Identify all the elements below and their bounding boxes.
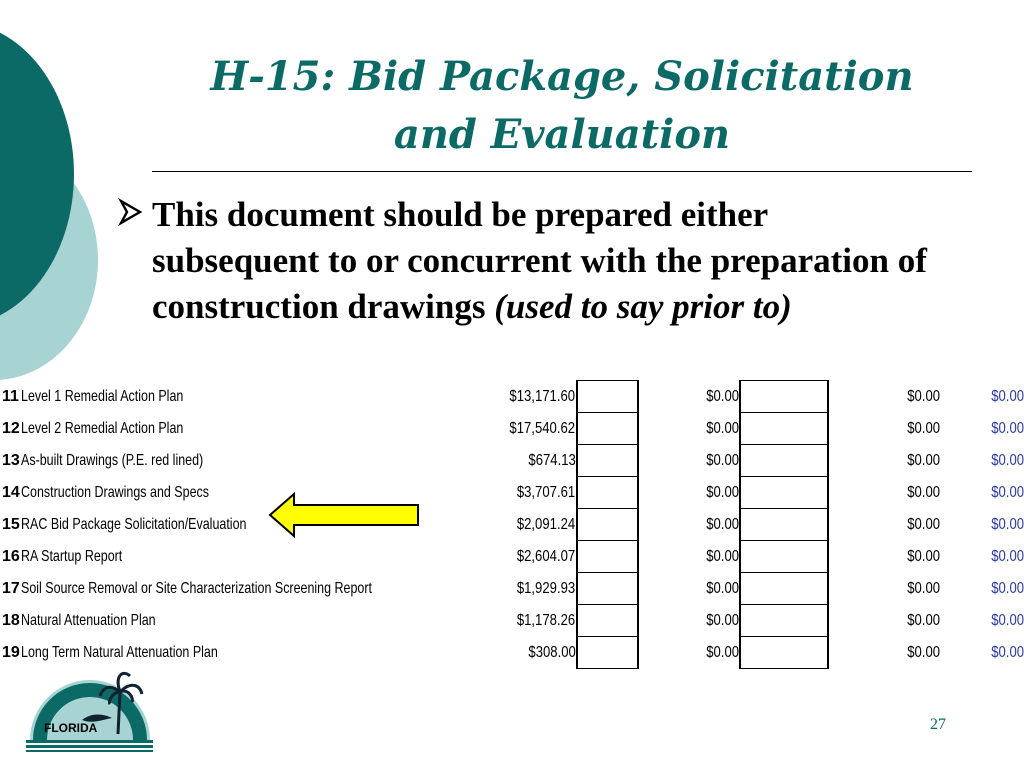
- title-divider: [152, 171, 972, 172]
- blank-cell: [740, 413, 828, 445]
- row-value-1-text: $0.00: [706, 547, 740, 565]
- row-value-1-text: $0.00: [706, 419, 740, 437]
- title-line-1: H-15: Bid Package, Solicitation: [210, 53, 914, 100]
- row-number: 12: [2, 419, 20, 437]
- row-description-text: Level 1 Remedial Action Plan: [20, 387, 184, 405]
- row-value-3-text: $0.00: [991, 419, 1024, 437]
- row-amount: [471, 413, 577, 445]
- row-value-3-text: $0.00: [991, 579, 1024, 597]
- blank-cell: [740, 509, 828, 541]
- row-value-1: [638, 541, 740, 573]
- blank-cell: [577, 605, 639, 637]
- row-description-text: Natural Attenuation Plan: [20, 611, 156, 629]
- row-amount-text: $2,604.07: [517, 547, 576, 565]
- blank-cell: [740, 605, 828, 637]
- row-value-2-text: $0.00: [907, 611, 940, 629]
- budget-table: [2, 380, 1024, 669]
- row-value-1: [638, 605, 740, 637]
- table-row: [2, 381, 1024, 413]
- row-amount: [471, 541, 577, 573]
- row-value-3-text: $0.00: [991, 483, 1024, 501]
- row-value-2-text: $0.00: [907, 451, 940, 469]
- row-number: 18: [2, 611, 20, 629]
- row-value-3: [940, 381, 1024, 413]
- row-value-1: [638, 381, 740, 413]
- row-value-1: [638, 637, 740, 669]
- row-value-3-text: $0.00: [991, 611, 1024, 629]
- row-value-3: [940, 413, 1024, 445]
- row-value-3: [940, 509, 1024, 541]
- row-value-1-text: $0.00: [706, 387, 740, 405]
- blank-cell: [577, 509, 639, 541]
- row-value-1: [638, 445, 740, 477]
- bullet-italic-note: (used to say prior to): [494, 287, 792, 326]
- blank-cell: [740, 445, 828, 477]
- row-amount-text: $3,707.61: [517, 483, 576, 501]
- row-amount-text: $674.13: [528, 451, 576, 469]
- row-value-3: [940, 477, 1024, 509]
- row-value-2: [828, 477, 939, 509]
- row-value-3-text: $0.00: [991, 451, 1024, 469]
- arrow-bullet-icon: [116, 198, 144, 226]
- row-value-3: [940, 541, 1024, 573]
- row-value-3-text: $0.00: [991, 643, 1024, 661]
- row-value-3-text: $0.00: [991, 515, 1024, 533]
- blank-cell: [740, 541, 828, 573]
- row-value-3: [940, 637, 1024, 669]
- row-value-2-text: $0.00: [907, 547, 940, 565]
- row-description: [21, 381, 471, 413]
- blank-cell: [740, 573, 828, 605]
- row-amount-text: $308.00: [528, 643, 576, 661]
- florida-dep-seal-icon: [22, 662, 157, 752]
- row-amount: [471, 477, 577, 509]
- blank-cell: [577, 381, 639, 413]
- row-value-1-text: $0.00: [706, 611, 740, 629]
- row-number: 19: [2, 643, 20, 661]
- row-value-3: [940, 445, 1024, 477]
- row-value-2: [828, 381, 939, 413]
- row-value-1-text: $0.00: [706, 483, 740, 501]
- blank-cell: [577, 477, 639, 509]
- table-row: [2, 413, 1024, 445]
- row-description-text: Level 2 Remedial Action Plan: [20, 419, 184, 437]
- row-value-2: [828, 413, 939, 445]
- row-value-1: [638, 509, 740, 541]
- page-number: 27: [930, 716, 946, 733]
- row-amount: [471, 573, 577, 605]
- row-value-1: [638, 573, 740, 605]
- row-amount: [471, 637, 577, 669]
- table-row: [2, 509, 1024, 541]
- row-value-2-text: $0.00: [907, 515, 940, 533]
- row-value-2: [828, 445, 939, 477]
- row-description-text: Soil Source Removal or Site Characterization Screening Report: [20, 579, 372, 597]
- bullet-main-text: This document should be prepared either subsequent to or concurrent with the preparation of construction drawings: [152, 195, 927, 326]
- row-number: 15: [2, 515, 20, 533]
- row-amount: [471, 605, 577, 637]
- table-row: [2, 573, 1024, 605]
- row-number: 17: [2, 579, 20, 597]
- row-description-text: RAC Bid Package Solicitation/Evaluation: [20, 515, 247, 533]
- row-description: [21, 445, 471, 477]
- row-value-1-text: $0.00: [706, 643, 740, 661]
- row-amount: [471, 445, 577, 477]
- row-description-text: Construction Drawings and Specs: [20, 483, 209, 501]
- blank-cell: [577, 541, 639, 573]
- row-value-1-text: $0.00: [706, 579, 740, 597]
- row-value-2-text: $0.00: [907, 643, 940, 661]
- row-value-2-text: $0.00: [907, 419, 940, 437]
- row-description: [21, 541, 471, 573]
- blank-cell: [740, 637, 828, 669]
- row-amount-text: $1,178.26: [517, 611, 576, 629]
- highlight-arrow-icon: [268, 492, 420, 538]
- logo-state-text: FLORIDA: [44, 721, 98, 735]
- row-description-text: RA Startup Report: [20, 547, 123, 565]
- title-line-2: and Evaluation: [393, 111, 731, 158]
- blank-cell: [740, 381, 828, 413]
- row-value-2: [828, 541, 939, 573]
- row-description-text: Long Term Natural Attenuation Plan: [20, 643, 218, 661]
- blank-cell: [740, 477, 828, 509]
- row-value-2-text: $0.00: [907, 387, 940, 405]
- row-amount-text: $13,171.60: [509, 387, 576, 405]
- table-row: [2, 605, 1024, 637]
- table-row: [2, 541, 1024, 573]
- row-value-2: [828, 573, 939, 605]
- row-amount: [471, 381, 577, 413]
- row-value-1-text: $0.00: [706, 515, 740, 533]
- row-value-2: [828, 605, 939, 637]
- row-value-3: [940, 573, 1024, 605]
- row-amount-text: $17,540.62: [509, 419, 576, 437]
- row-description: [21, 573, 471, 605]
- slide-title: [150, 48, 974, 164]
- row-value-2: [828, 509, 939, 541]
- row-amount: [471, 509, 577, 541]
- row-number: 13: [2, 451, 20, 469]
- row-value-2-text: $0.00: [907, 579, 940, 597]
- row-value-2-text: $0.00: [907, 483, 940, 501]
- row-value-1: [638, 413, 740, 445]
- row-amount-text: $2,091.24: [517, 515, 576, 533]
- row-value-3: [940, 605, 1024, 637]
- row-value-3-text: $0.00: [991, 547, 1024, 565]
- blank-cell: [577, 573, 639, 605]
- blank-cell: [577, 637, 639, 669]
- row-description: [21, 605, 471, 637]
- row-value-2: [828, 637, 939, 669]
- row-number: 16: [2, 547, 20, 565]
- table-row: [2, 477, 1024, 509]
- row-value-3-text: $0.00: [991, 387, 1024, 405]
- row-value-1: [638, 477, 740, 509]
- row-number: 14: [2, 483, 20, 501]
- bullet-text: [152, 192, 942, 330]
- blank-cell: [577, 413, 639, 445]
- row-description-text: As-built Drawings (P.E. red lined): [20, 451, 204, 469]
- blank-cell: [577, 445, 639, 477]
- row-description: [21, 413, 471, 445]
- table-row: [2, 445, 1024, 477]
- row-amount-text: $1,929.93: [517, 579, 576, 597]
- row-value-1-text: $0.00: [706, 451, 740, 469]
- row-number: 11: [2, 387, 19, 405]
